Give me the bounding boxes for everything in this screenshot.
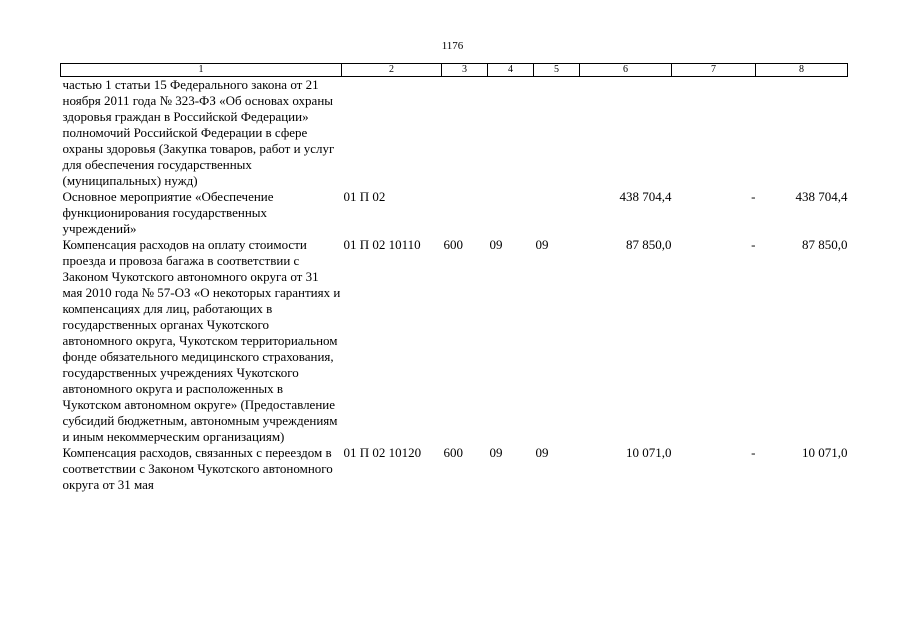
column-header-2: 2	[342, 64, 442, 77]
row-col3	[442, 77, 488, 190]
column-header-5: 5	[534, 64, 580, 77]
row-col7	[672, 77, 756, 190]
row-col5: 09	[535, 445, 549, 460]
table-row	[61, 77, 848, 190]
row-col3: 600	[443, 445, 463, 460]
row-col3	[442, 189, 488, 237]
column-header-3: 3	[442, 64, 488, 77]
row-col4: 09	[489, 445, 503, 460]
budget-table	[60, 63, 848, 493]
row-code: 01 П 02 10110	[343, 237, 421, 252]
row-col3: 600	[443, 237, 463, 252]
row-code	[342, 77, 442, 190]
table-row	[61, 189, 848, 237]
row-col4: 09	[489, 237, 503, 252]
row-col7: -	[751, 189, 756, 204]
row-col6: 438 704,4	[619, 189, 672, 204]
row-col6	[580, 77, 672, 190]
row-col4	[488, 77, 534, 190]
row-col7: -	[751, 445, 756, 460]
column-header-6: 6	[580, 64, 672, 77]
table-row	[61, 237, 848, 445]
row-col4	[488, 189, 534, 237]
row-col5	[534, 189, 580, 237]
table-row	[61, 445, 848, 493]
column-number-row	[61, 64, 848, 77]
row-description: Основное мероприятие «Обеспечение функционирования государственных учреждений»	[62, 189, 274, 236]
row-col8: 10 071,0	[802, 445, 848, 460]
column-header-8: 8	[756, 64, 848, 77]
row-col5: 09	[535, 237, 549, 252]
page-number: 1176	[441, 40, 464, 52]
row-code: 01 П 02	[343, 189, 386, 204]
row-description: частью 1 статьи 15 Федерального закона от 21 ноября 2011 года № 323-ФЗ «Об основах охраны здоровья граждан в Российской Федерации» полномочий Российской Федерации в сфере охраны здоровья (Закупка товаров, работ и услуг для обеспечения государственных (муниципальных) нужд)	[62, 77, 335, 188]
row-col8: 438 704,4	[795, 189, 848, 204]
row-code: 01 П 02 10120	[343, 445, 422, 460]
column-header-1: 1	[61, 64, 342, 77]
row-description: Компенсация расходов, связанных с переездом в соответствии с Законом Чукотского автономного округа от 31 мая	[62, 445, 333, 492]
row-col7: -	[751, 237, 756, 252]
column-header-7: 7	[672, 64, 756, 77]
row-col8	[756, 77, 848, 190]
row-col6: 87 850,0	[626, 237, 672, 252]
row-description: Компенсация расходов на оплату стоимости проезда и провоза багажа в соответствии с Законом Чукотского автономного округа от 31 мая 2010 года № 57-ОЗ «О некоторых гарантиях и компенсациях для лиц, работающих в государственных органах Чукотского автономного округа, Чукотском территориальном фонде обязательного медицинского страхования, государственных учреждениях Чукотского автономного округа и расположенных в Чукотском автономном округе» (Предоставление субсидий бюджетным, автономным учреждениям и иным некоммерческим организациям)	[62, 237, 341, 444]
row-col8: 87 850,0	[802, 237, 848, 252]
column-header-4: 4	[488, 64, 534, 77]
row-col5	[534, 77, 580, 190]
row-col6: 10 071,0	[626, 445, 672, 460]
